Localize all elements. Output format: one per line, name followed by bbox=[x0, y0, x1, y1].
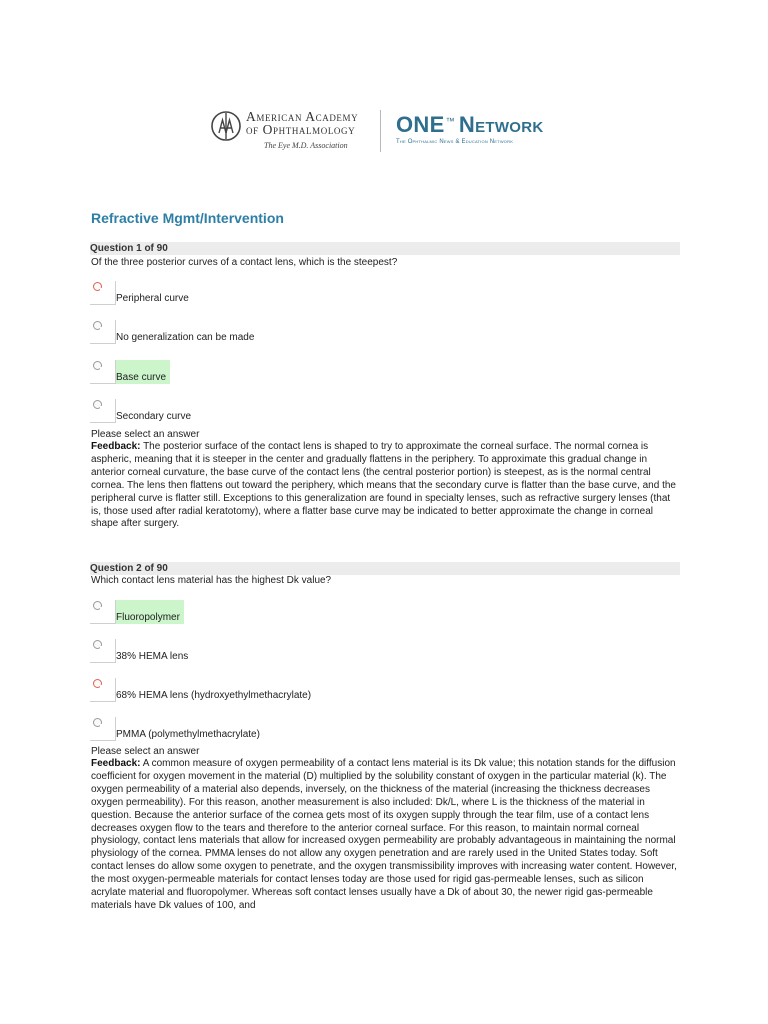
radio-button-icon[interactable] bbox=[93, 640, 102, 649]
option-rule bbox=[90, 701, 115, 702]
radio-button-icon[interactable] bbox=[93, 718, 102, 727]
header-logos bbox=[210, 108, 570, 156]
answer-option[interactable] bbox=[90, 281, 390, 305]
option-label: No generalization can be made bbox=[116, 332, 255, 343]
one-network-title bbox=[396, 112, 544, 138]
option-label: 68% HEMA lens (hydroxyethylmethacrylate) bbox=[116, 690, 312, 701]
select-answer-prompt: Please select an answer bbox=[91, 746, 200, 757]
radio-button-icon[interactable] bbox=[93, 679, 102, 688]
question-header: Question 2 of 90 bbox=[90, 562, 680, 575]
one-network-subtitle: The Ophthalmic News & Education Network bbox=[396, 139, 514, 145]
option-label: 38% HEMA lens bbox=[116, 651, 189, 662]
aao-wordmark bbox=[246, 110, 358, 152]
answer-option[interactable] bbox=[90, 678, 390, 702]
question-header: Question 1 of 90 bbox=[90, 242, 680, 255]
answer-option[interactable] bbox=[90, 399, 390, 423]
feedback-text bbox=[91, 758, 681, 913]
option-rule bbox=[90, 623, 115, 624]
option-label-correct: Fluoropolymer bbox=[116, 600, 184, 624]
option-rule bbox=[90, 740, 115, 741]
one-title-word: ONE bbox=[396, 112, 445, 137]
question-text: Which contact lens material has the highest Dk value? bbox=[91, 575, 332, 586]
radio-button-icon[interactable] bbox=[93, 282, 102, 291]
page-title: Refractive Mgmt/Intervention bbox=[91, 210, 284, 226]
option-rule bbox=[90, 343, 115, 344]
aao-line-2: of Ophthalmology bbox=[246, 122, 356, 137]
feedback-text bbox=[91, 441, 681, 531]
answer-option[interactable] bbox=[90, 639, 390, 663]
feedback-body: The posterior surface of the contact lens is shaped to try to approximate the corneal surface. The normal cornea is aspheric, meaning that it is steeper in the center and gradually flattens in the periphery. To approximate this gradual change in anterior corneal curvature, the base curve of the contact lens (the central posterior portion) is steepest, as is the normal central cornea. The lens then flattens out toward the periphery, which means that the secondary curve is flatter than the base curve, and the peripheral curve is flatter still. Exceptions to this generalization are found in specialty lenses, such as refractive surgery lenses (that is, those used after radial keratotomy), where a flatter base curve may be indicated to better approximate the change in corneal shape after surgery. bbox=[91, 441, 676, 530]
option-label-correct: Base curve bbox=[116, 360, 170, 384]
radio-button-icon[interactable] bbox=[93, 361, 102, 370]
answer-option[interactable] bbox=[90, 717, 390, 741]
answer-option[interactable] bbox=[90, 320, 390, 344]
answer-option-correct[interactable] bbox=[90, 360, 390, 384]
aao-tagline: The Eye M.D. Association bbox=[264, 141, 348, 150]
header-divider bbox=[380, 110, 381, 152]
option-rule bbox=[90, 383, 115, 384]
trademark-mark: ™ bbox=[445, 115, 455, 126]
option-label: Peripheral curve bbox=[116, 293, 189, 304]
one-network-logo bbox=[396, 112, 544, 145]
option-label: Secondary curve bbox=[116, 411, 192, 422]
select-answer-prompt: Please select an answer bbox=[91, 429, 200, 440]
radio-button-icon[interactable] bbox=[93, 400, 102, 409]
aao-line-1: American Academy bbox=[246, 109, 359, 124]
option-label: PMMA (polymethylmethacrylate) bbox=[116, 729, 260, 740]
feedback-label: Feedback: bbox=[91, 758, 141, 769]
option-rule bbox=[90, 304, 115, 305]
feedback-label: Feedback: bbox=[91, 441, 141, 452]
radio-button-icon[interactable] bbox=[93, 321, 102, 330]
option-rule bbox=[90, 422, 115, 423]
question-text: Of the three posterior curves of a contact lens, which is the steepest? bbox=[91, 257, 398, 268]
radio-button-icon[interactable] bbox=[93, 601, 102, 610]
feedback-body: A common measure of oxygen permeability of a contact lens material is its Dk value; this notation stands for the diffusion coefficient for oxygen movement in the material (D) multiplied by the solubility constant of oxygen in the particular material (k). The oxygen permeability of a material also depends, inversely, on the thickness of the material (increasing the thickness decreases oxygen permeability). For this reason, another measurement is also included: Dk/L, where L is the thickness of the material in question. Because the anterior surface of the cornea gets most of its oxygen supply through the tear film, use of a contact lens decreases oxygen flow to the tears and therefore to the anterior corneal surface. For this reason, to maintain normal corneal physiology, contact lens materials that allow for increased oxygen permeability are probably advantageous in maintaining the normal physiology of the cornea. PMMA lenses do not allow any oxygen penetration and are rarely used in the United States today. Soft contact lenses do allow some oxygen to penetrate, and the oxygen transmissibility improves with increasing water content. However, the most oxygen-permeable materials for contact lenses today are those used for rigid gas-permeable lenses, such as silicon acrylate material and fluoropolymer. Whereas soft contact lenses usually have a Dk of about 30, the newer rigid gas-permeable materials have Dk values of 100, and bbox=[91, 758, 677, 911]
network-word: Network bbox=[458, 112, 544, 137]
aao-logo-icon bbox=[210, 110, 242, 142]
option-rule bbox=[90, 662, 115, 663]
answer-option-correct[interactable] bbox=[90, 600, 390, 624]
